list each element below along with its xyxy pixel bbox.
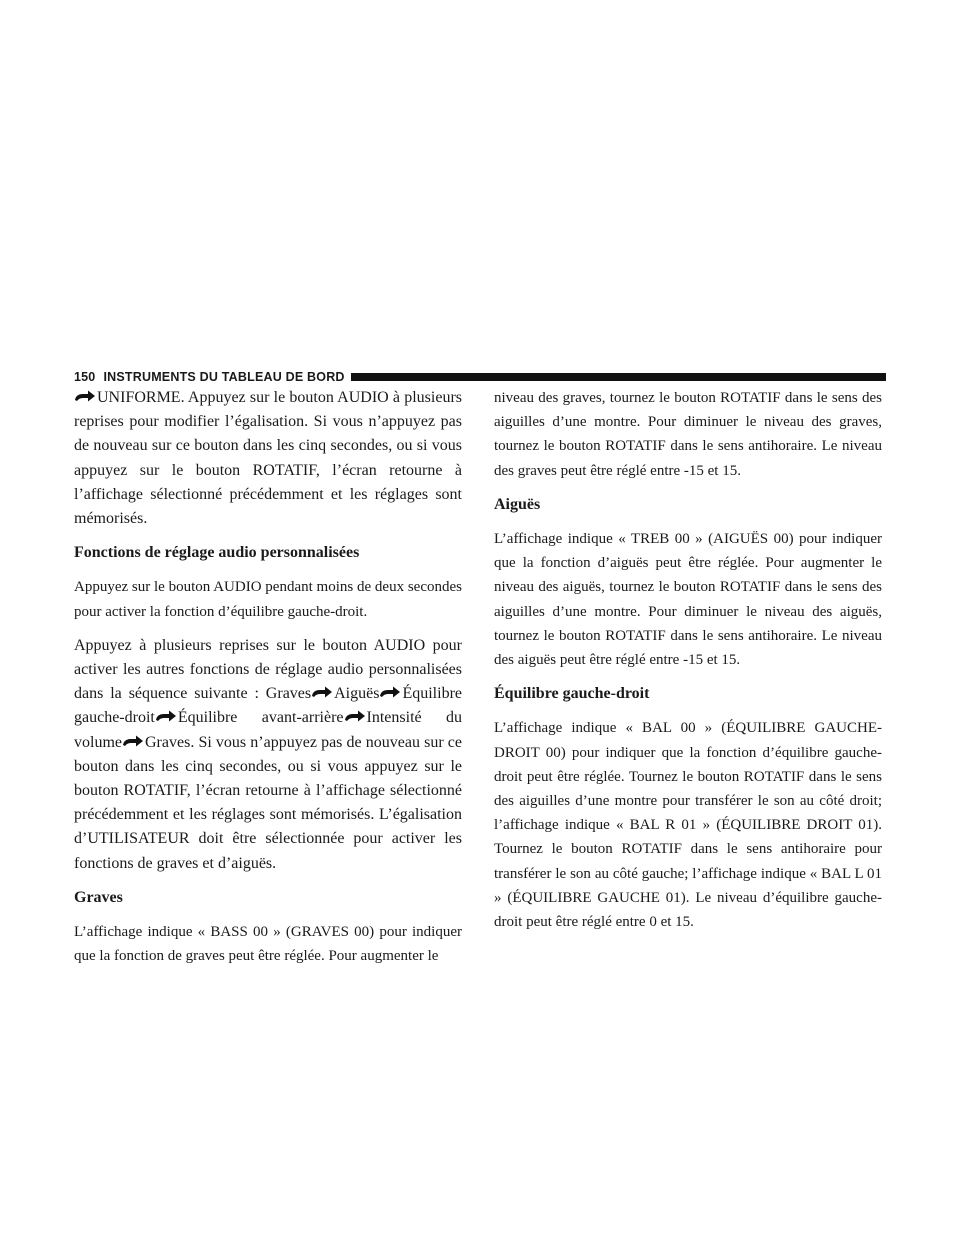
right-arrow-icon <box>155 709 177 723</box>
right-arrow-icon <box>74 389 96 403</box>
paragraph-audio-short-press: Appuyez sur le bouton AUDIO pendant moins de deux secondes pour activer la fonction d’équilibre gauche-droit. <box>74 579 462 620</box>
page-number: 150 <box>74 370 96 384</box>
paragraph-aigues: L’affichage indique « TREB 00 » (AIGUËS 00) pour indiquer que la fonction d’aiguës peut être réglée. Pour augmenter le niveau des aiguës, tournez le bouton ROTATIF dans le sens des aiguilles d’une montre. Pour diminuer le niveau des aiguës, tournez le bouton ROTATIF dans le sens antihoraire. Le niveau des aiguës peut être réglé entre -15 et 15. <box>494 531 882 669</box>
paragraph-equilibre: L’affichage indique « BAL 00 » (ÉQUILIBRE GAUCHE-DROIT 00) pour indiquer que la fonction d’équilibre gauche-droit peut être réglée. Tournez le bouton ROTATIF dans le sens des aiguilles d’une montre pour transférer le son au côté droit; l’affichage indique « BAL R 01 » (ÉQUILIBRE DROIT 01). Tournez le bouton ROTATIF dans le sens antihoraire pour transférer le son au côté gauche; l’affichage indique « BAL L 01 » (ÉQUILIBRE GAUCHE 01). Le niveau d’équilibre gauche-droit peut être réglé entre 0 et 15. <box>494 720 882 931</box>
right-column <box>494 386 882 944</box>
right-arrow-icon <box>344 709 366 723</box>
heading-equilibre: Équilibre gauche-droit <box>494 685 650 703</box>
left-column <box>74 386 462 978</box>
paragraph-uniforme: UNIFORME. Appuyez sur le bouton AUDIO à plusieurs reprises pour modifier l’égalisation. Si vous n’appuyez pas de nouveau sur ce bouton dans les cinq secondes, ou si vous appuyez sur le bouton ROTATIF, l’écran retourne à l’affichage sélectionné précédemment et les réglages sont mémorisés. <box>74 389 462 528</box>
right-arrow-icon <box>379 685 401 699</box>
heading-custom-audio: Fonctions de réglage audio personnalisées <box>74 544 360 562</box>
page-header <box>74 370 886 384</box>
paragraph-graves: L’affichage indique « BASS 00 » (GRAVES 00) pour indiquer que la fonction de graves peut être réglée. Pour augmenter le <box>74 924 462 965</box>
paragraph-graves-cont: niveau des graves, tournez le bouton ROTATIF dans le sens des aiguilles d’une montre. Pour diminuer le niveau des graves, tournez le bouton ROTATIF dans le sens antihoraire. Le niveau des graves peut être réglé entre -15 et 15. <box>494 390 882 479</box>
header-rule <box>351 373 886 381</box>
right-arrow-icon <box>311 685 333 699</box>
heading-graves: Graves <box>74 888 123 906</box>
section-title: INSTRUMENTS DU TABLEAU DE BORD <box>103 370 345 384</box>
heading-aigues: Aiguës <box>494 495 541 513</box>
right-arrow-icon <box>122 734 144 748</box>
paragraph-audio-sequence: Appuyez à plusieurs reprises sur le bouton AUDIO pour activer les autres fonctions de réglage audio personnalisées dans la séquence suivante : Graves Aiguës Équilibre gauche-droit Équilibre avant-arrière Intensité du volume Graves. Si vous n’appuyez pas de nouveau sur ce bouton dans les cinq secondes, ou si vous appuyez sur le bouton ROTATIF, l’écran retourne à l’affichage sélectionné précédemment et les réglages sont mémorisés. L’égalisation d’UTILISATEUR doit être sélectionnée pour activer les fonctions de graves et d’aiguës. <box>74 636 463 872</box>
